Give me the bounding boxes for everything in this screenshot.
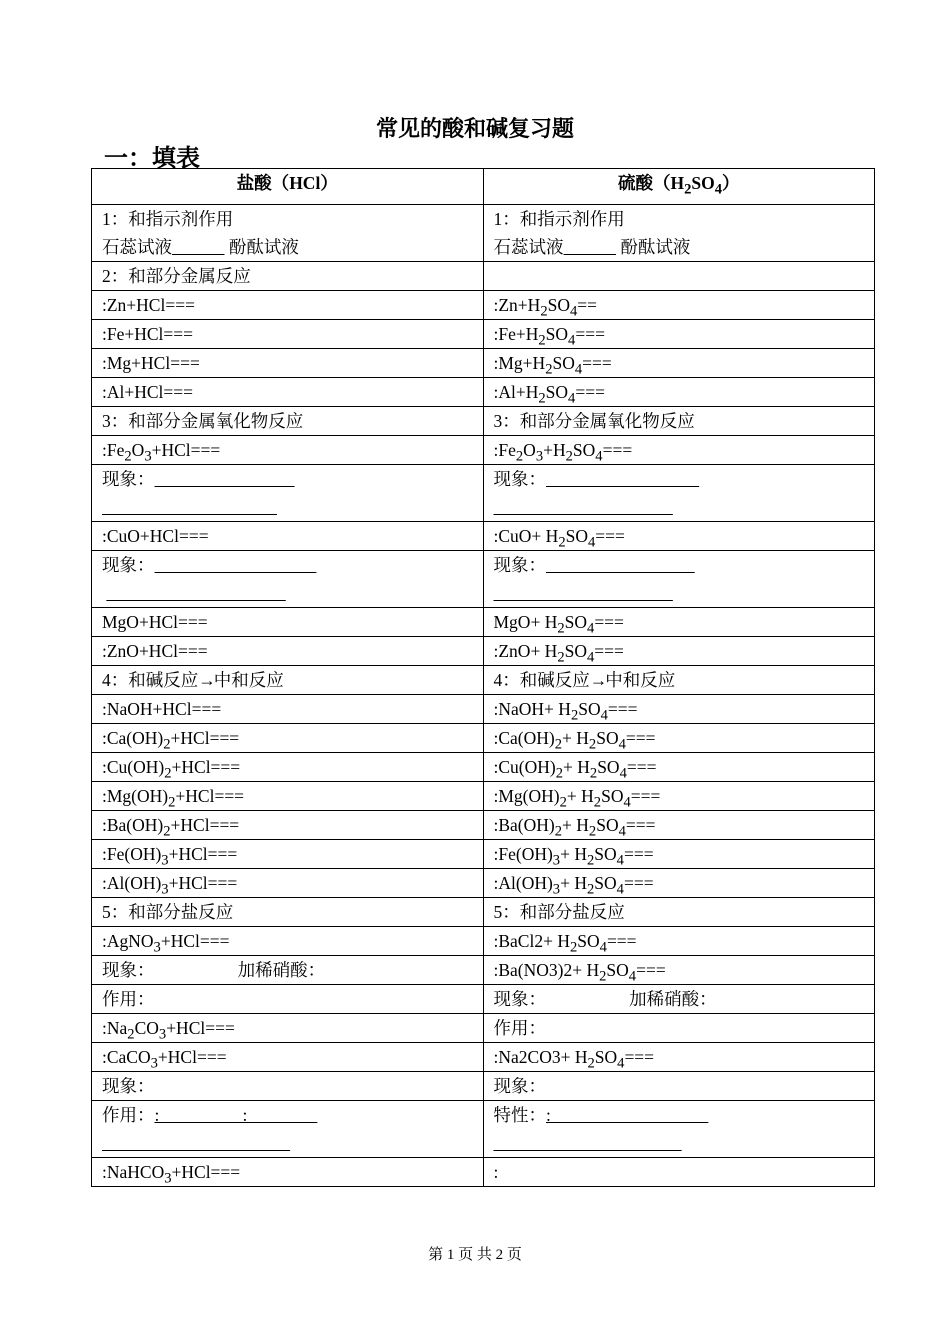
cell-line: $:Fe_2O_3+HCl===$ — [102, 439, 221, 464]
table-row — [92, 1071, 875, 1100]
hcl-cell — [92, 521, 484, 550]
cell-line: :Zn+HCl=== — [102, 294, 195, 315]
h2so4-cell — [483, 810, 875, 839]
h2so4-cell — [483, 406, 875, 435]
cell-line: $:Zn+H_2SO_4==$ — [493, 294, 598, 319]
cell-line: $:Al(OH)_3+HCl===$ — [102, 872, 238, 897]
section-heading: 一：填表 — [104, 146, 200, 172]
cell-line: $:Ca(OH)_2+ H_2SO_4===$ — [493, 727, 656, 752]
table-row — [92, 926, 875, 955]
cell-line — [494, 493, 865, 521]
h2so4-cell — [483, 694, 875, 723]
cell-line: :Ba(NO3)2+ $H_2SO_4===$ — [493, 959, 666, 984]
hcl-cell — [92, 290, 484, 319]
table-row — [92, 868, 875, 897]
cell-line: :ZnO+HCl=== — [102, 640, 208, 661]
page-title: 常见的酸和碱复习题 — [375, 116, 574, 141]
table-row — [92, 723, 875, 752]
cell-line: $:Mg+H_2SO_4===$ — [493, 352, 612, 377]
h2so4-cell — [483, 319, 875, 348]
cell-line: $:Fe+H_2SO_4===$ — [493, 323, 605, 348]
cell-line: :NaHCO$_3$+HCl=== — [102, 1161, 241, 1186]
cell-line: $:Mg(OH)_2+HCl===$ — [102, 785, 245, 810]
cell-line: $MgO+ H_2SO_4===$ — [493, 611, 624, 636]
h2so4-cell — [483, 839, 875, 868]
cell-line: :CuO+HCl=== — [102, 525, 209, 546]
h2so4-cell — [483, 261, 875, 290]
cell-line: 现象： — [102, 1075, 155, 1096]
h2so4-cell — [483, 1071, 875, 1100]
hcl-cell — [92, 377, 484, 406]
hcl-cell — [92, 1157, 484, 1186]
h2so4-cell — [483, 1013, 875, 1042]
table-row — [92, 319, 875, 348]
h2so4-cell — [483, 1157, 875, 1186]
table-row — [92, 636, 875, 665]
h2so4-cell — [483, 665, 875, 694]
cell-line: 2：和部分金属反应 — [102, 265, 251, 286]
hcl-cell — [92, 839, 484, 868]
hcl-cell — [92, 781, 484, 810]
cell-line: MgO+HCl=== — [102, 611, 208, 632]
hcl-cell — [92, 636, 484, 665]
h2so4-cell — [483, 636, 875, 665]
h2so4-cell — [483, 926, 875, 955]
cell-line: $:Al+H_2SO_4===$ — [493, 381, 605, 406]
table-row — [92, 1100, 875, 1157]
h2so4-cell — [483, 464, 875, 521]
cell-line: :BaCl2+ $H_2SO_4===$ — [493, 930, 637, 955]
table-row — [92, 377, 875, 406]
hcl-cell — [92, 607, 484, 636]
cell-line: $:Na_2CO_3+HCl===$ — [102, 1017, 235, 1042]
table-row — [92, 290, 875, 319]
h2so4-cell — [483, 984, 875, 1013]
cell-line: 3：和部分金属氧化物反应 — [493, 410, 695, 431]
h2so4-cell — [483, 868, 875, 897]
cell-line: :NaOH+HCl=== — [102, 698, 222, 719]
cell-line: 现象： — [493, 554, 546, 575]
cell-line: :Na2CO3+ $H_2SO_4===$ — [493, 1046, 655, 1071]
table-header-row — [92, 169, 875, 205]
h2so4-cell — [483, 1042, 875, 1071]
table-row — [92, 1042, 875, 1071]
table-row — [92, 550, 875, 607]
cell-line: 石蕊试液 酚酞试液 — [102, 236, 299, 257]
hcl-cell — [92, 204, 484, 261]
h2so4-cell — [483, 348, 875, 377]
hcl-cell — [92, 984, 484, 1013]
cell-line: 5：和部分盐反应 — [493, 901, 625, 922]
cell-line: 1：和指示剂作用 — [102, 208, 234, 229]
h2so4-cell — [483, 1100, 875, 1157]
cell-line: 3：和部分金属氧化物反应 — [102, 410, 304, 431]
table-row — [92, 435, 875, 464]
cell-line: 现象： 加稀硝酸： — [493, 988, 717, 1009]
table-row — [92, 521, 875, 550]
cell-line: $:Al(OH)_3+ H_2SO_4===$ — [493, 872, 654, 897]
hcl-cell — [92, 665, 484, 694]
table-row — [92, 781, 875, 810]
cell-line: 作用： — [493, 1017, 546, 1038]
table-row — [92, 955, 875, 984]
hcl-cell — [92, 752, 484, 781]
cell-line — [102, 1129, 473, 1157]
page-footer: 第 1 页 共 2 页 — [428, 1247, 522, 1263]
cell-line: 石蕊试液 酚酞试液 — [493, 236, 691, 257]
table-row — [92, 348, 875, 377]
cell-line: :ZnO+ $H_2SO_4===$ — [493, 640, 624, 665]
table-row — [92, 204, 875, 261]
hcl-cell — [92, 1042, 484, 1071]
cell-line: $:Fe(OH)_3+HCl===$ — [102, 843, 238, 868]
header-h2so4: 硫酸$(H_2SO_4)$ — [483, 169, 875, 205]
hcl-cell — [92, 464, 484, 521]
hcl-cell — [92, 406, 484, 435]
cell-line: :CaCO$_3$+HCl=== — [102, 1046, 227, 1071]
h2so4-cell — [483, 435, 875, 464]
hcl-cell — [92, 897, 484, 926]
cell-line: $:Ba(OH)_2+ H_2SO_4===$ — [493, 814, 656, 839]
hcl-cell — [92, 810, 484, 839]
h2so4-cell — [483, 752, 875, 781]
h2so4-cell — [483, 550, 875, 607]
cell-line: 现象： — [493, 1075, 546, 1096]
h2so4-cell — [483, 781, 875, 810]
h2so4-cell — [483, 607, 875, 636]
cell-line: :NaOH+ $H_2SO_4===$ — [493, 698, 638, 723]
cell-line: 作用：: : — [102, 1104, 318, 1125]
cell-line: $:Mg(OH)_2+ H_2SO_4===$ — [493, 785, 661, 810]
table-row — [92, 464, 875, 521]
table-body — [92, 204, 875, 1186]
hcl-cell — [92, 550, 484, 607]
h2so4-cell — [483, 723, 875, 752]
table-row — [92, 665, 875, 694]
cell-line: : — [493, 1161, 499, 1182]
table-row — [92, 406, 875, 435]
cell-line: :Al+HCl=== — [102, 381, 194, 402]
hcl-cell — [92, 694, 484, 723]
hcl-cell — [92, 1100, 484, 1157]
hcl-cell — [92, 348, 484, 377]
cell-line — [102, 493, 473, 521]
hcl-cell — [92, 723, 484, 752]
cell-line: 作用： — [102, 988, 155, 1009]
hcl-cell — [92, 926, 484, 955]
cell-line: :Mg+HCl=== — [102, 352, 200, 373]
cell-line — [494, 262, 865, 290]
h2so4-cell — [483, 955, 875, 984]
h2so4-cell — [483, 290, 875, 319]
table-row — [92, 984, 875, 1013]
table-row — [92, 694, 875, 723]
hcl-cell — [92, 1071, 484, 1100]
cell-line — [494, 579, 865, 607]
table-row — [92, 1157, 875, 1186]
review-table — [91, 168, 875, 1187]
cell-line — [494, 1129, 865, 1157]
table-row — [92, 1013, 875, 1042]
hcl-cell — [92, 435, 484, 464]
cell-line: 1：和指示剂作用 — [493, 208, 625, 229]
table-row — [92, 607, 875, 636]
cell-line: 4：和碱反应→中和反应 — [493, 669, 676, 690]
cell-line: :Fe+HCl=== — [102, 323, 194, 344]
table-row — [92, 261, 875, 290]
cell-line — [102, 579, 473, 607]
header-hcl: 盐酸（HCl） — [92, 169, 484, 205]
cell-line: 现象： 加稀硝酸： — [102, 959, 326, 980]
hcl-cell — [92, 868, 484, 897]
cell-line: :AgNO$_3$+HCl=== — [102, 930, 230, 955]
cell-line: 现象： — [102, 554, 155, 575]
hcl-cell — [92, 1013, 484, 1042]
cell-line: 5：和部分盐反应 — [102, 901, 234, 922]
table-row — [92, 752, 875, 781]
cell-line: 现象： — [493, 468, 546, 489]
cell-line: $:Ca(OH)_2+HCl===$ — [102, 727, 240, 752]
h2so4-cell — [483, 204, 875, 261]
cell-line: 特性：: — [493, 1104, 709, 1125]
hcl-cell — [92, 261, 484, 290]
cell-line: $:Fe(OH)_3+ H_2SO_4===$ — [493, 843, 654, 868]
cell-line: 现象： — [102, 468, 155, 489]
h2so4-cell — [483, 521, 875, 550]
cell-line: 4：和碱反应→中和反应 — [102, 669, 284, 690]
h2so4-cell — [483, 377, 875, 406]
cell-line: :CuO+ $H_2SO_4===$ — [493, 525, 625, 550]
table-row — [92, 897, 875, 926]
h2so4-cell — [483, 897, 875, 926]
hcl-cell — [92, 955, 484, 984]
cell-line: $:Cu(OH)_2+HCl===$ — [102, 756, 241, 781]
cell-line: $:Fe_2O_3+H_2SO_4===$ — [493, 439, 633, 464]
table-row — [92, 810, 875, 839]
cell-line: $:Ba(OH)_2+HCl===$ — [102, 814, 240, 839]
cell-line: $:Cu(OH)_2+ H_2SO_4===$ — [493, 756, 657, 781]
table-row — [92, 839, 875, 868]
hcl-cell — [92, 319, 484, 348]
